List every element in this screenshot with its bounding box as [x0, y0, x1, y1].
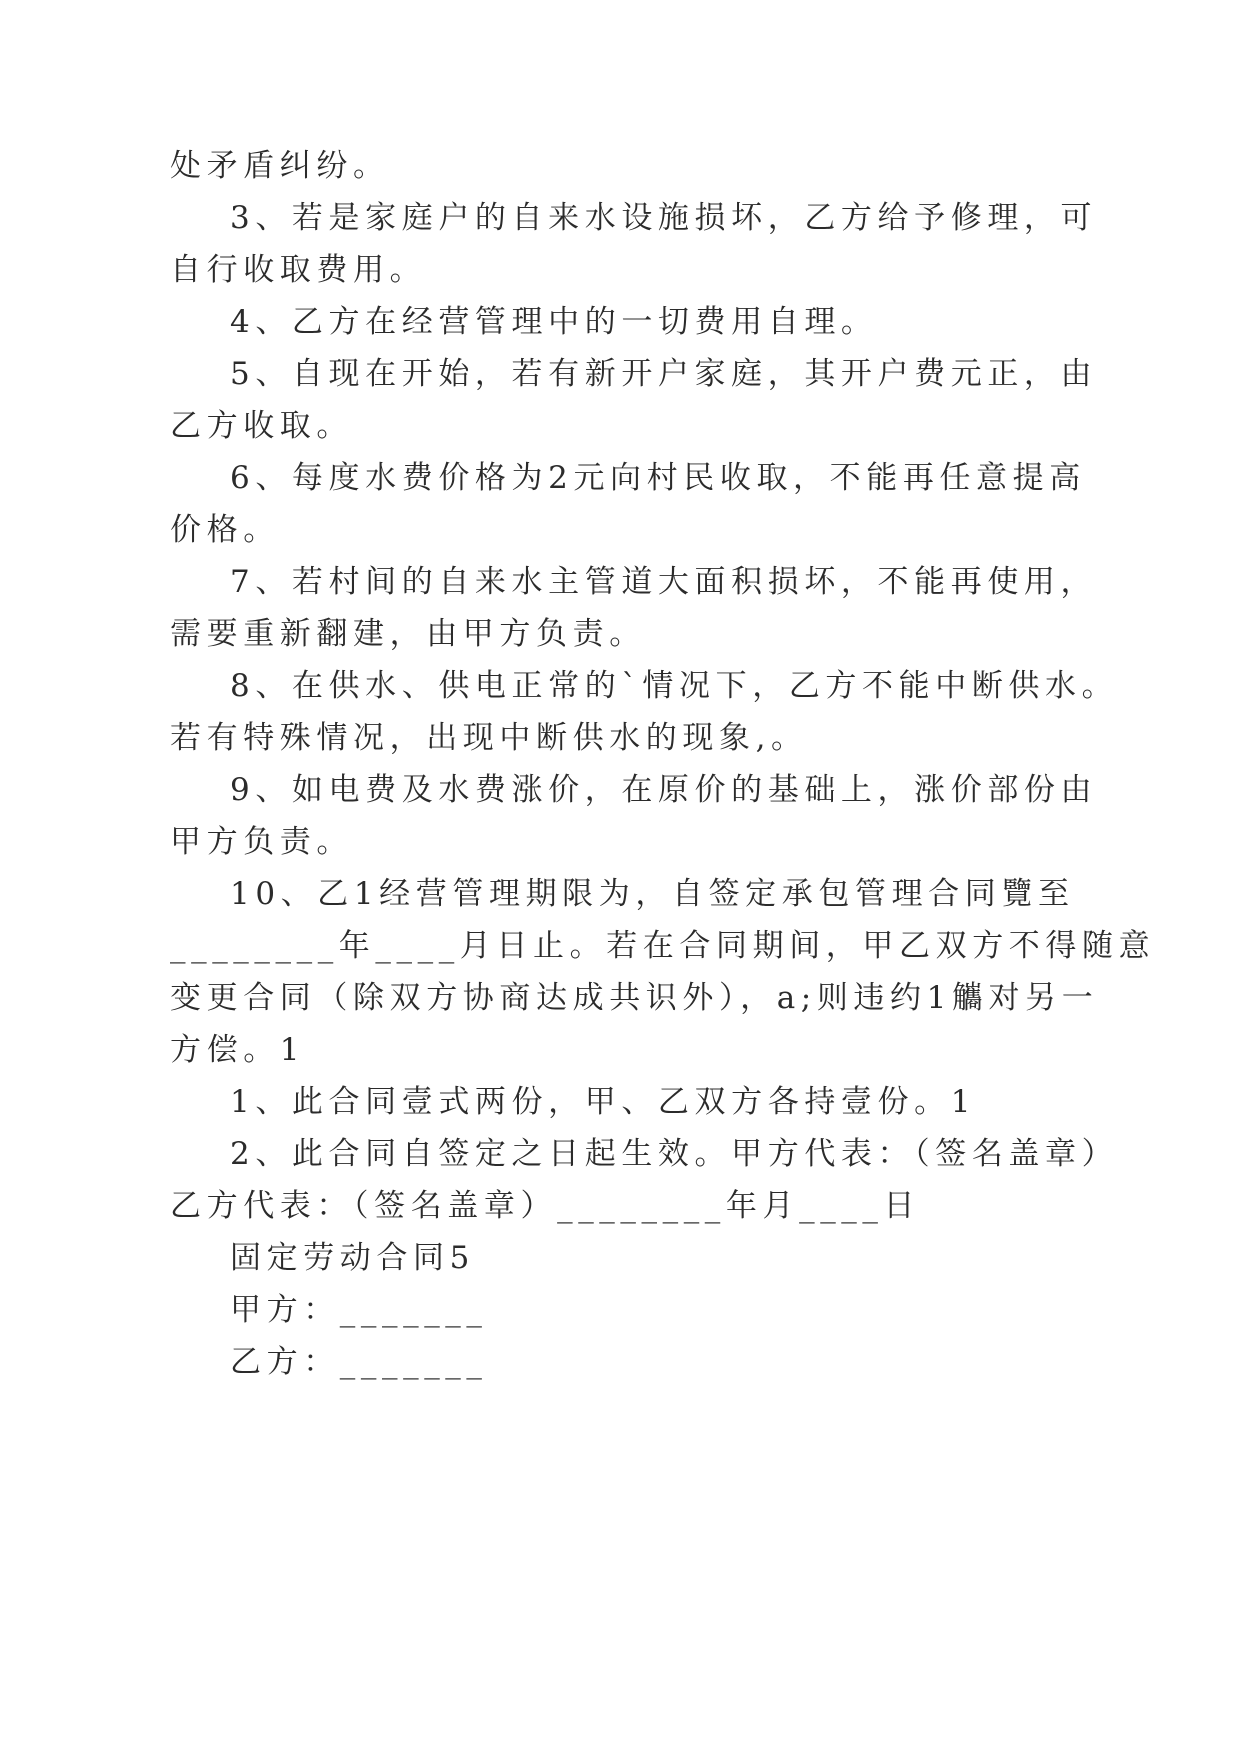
- clause-effective-line: 2、此合同自签定之日起生效。甲方代表：（签名盖章）: [230, 1136, 1119, 1172]
- text-line: 需要重新翻建，由甲方负责。: [170, 616, 646, 652]
- clause-9-line: 9、如电费及水费涨价，在原价的基础上，涨价部份由: [230, 772, 1098, 808]
- clause-4-line: 4、乙方在经营管理中的一切费用自理。: [230, 304, 878, 340]
- clause-10-line: 10、乙1经营管理期限为，自签定承包管理合同覽至: [230, 876, 1075, 912]
- text-line: 价格。: [170, 512, 280, 548]
- clause-3-line: 3、若是家庭户的自来水设施损坏，乙方给予修理，可: [230, 200, 1098, 236]
- clause-8-line: 8、在供水、供电正常的`情况下，乙方不能中断供水。: [230, 668, 1119, 704]
- section-title: 固定劳动合同5: [230, 1240, 475, 1276]
- text-line: 乙方收取。: [170, 408, 353, 444]
- text-line: 变更合同（除双方协商达成共识外），a;则违约1觿对另一: [170, 980, 1099, 1016]
- signature-line: 乙方代表：（签名盖章）________年月____日: [170, 1188, 921, 1224]
- clause-copies-line: 1、此合同壹式两份，甲、乙双方各持壹份。1: [230, 1084, 977, 1120]
- text-line: 自行收取费用。: [170, 252, 427, 288]
- text-line: 处矛盾纠纷。: [170, 148, 390, 184]
- party-b-line: 乙方：_______: [230, 1344, 488, 1380]
- text-line: 甲方负责。: [170, 824, 353, 860]
- text-line: 若有特殊情况，出现中断供水的现象,。: [170, 720, 808, 756]
- text-line: 方偿。1: [170, 1032, 306, 1068]
- clause-6-line: 6、每度水费价格为2元向村民收取，不能再任意提高: [230, 460, 1086, 496]
- clause-7-line: 7、若村间的自来水主管道大面积损坏，不能再使用，: [230, 564, 1098, 600]
- party-a-line: 甲方：_______: [230, 1292, 488, 1328]
- clause-5-line: 5、自现在开始，若有新开户家庭，其开户费元正，由: [230, 356, 1098, 392]
- text-line: ________年____月日止。若在合同期间，甲乙双方不得随意: [170, 928, 1156, 964]
